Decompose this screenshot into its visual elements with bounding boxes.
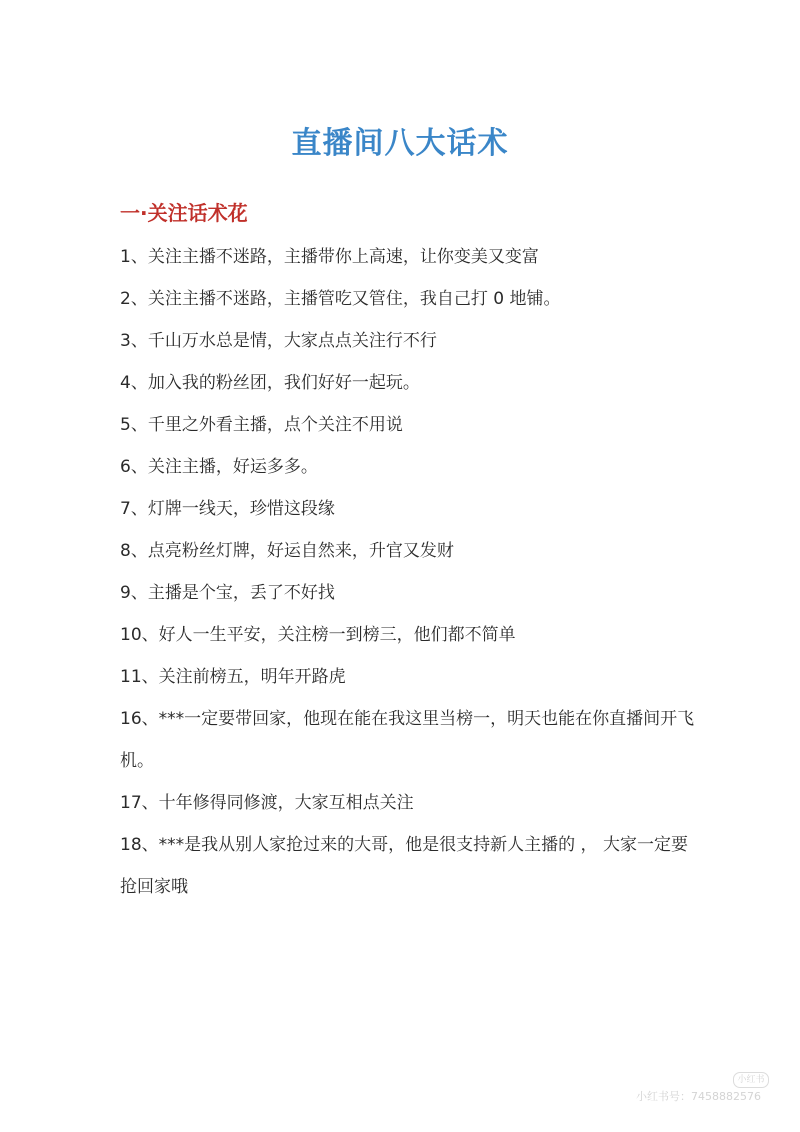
- list-item: 18、***是我从别人家抢过来的大哥，他是很支持新人主播的 ， 大家一定要抢回家哦: [120, 835, 688, 897]
- watermark-logo-icon: 小红书: [733, 1072, 769, 1088]
- list-item: 8、点亮粉丝灯牌，好运自然来，升官又发财: [120, 541, 454, 561]
- watermark-text: 小红书号：7458882576: [636, 1090, 761, 1103]
- list-item: 17、十年修得同修渡，大家互相点关注: [120, 793, 414, 813]
- list-item: 5、千里之外看主播，点个关注不用说: [120, 415, 403, 435]
- document-title: 直播间八大话术: [291, 126, 509, 161]
- phrase-list: [120, 236, 700, 908]
- list-item: 10、好人一生平安，关注榜一到榜三，他们都不简单: [120, 625, 516, 645]
- list-item: 6、关注主播，好运多多。: [120, 457, 318, 477]
- list-item: 1、关注主播不迷路，主播带你上高速，让你变美又变富: [120, 247, 539, 267]
- section-heading: 一·关注话术花: [120, 201, 248, 225]
- list-item: 4、加入我的粉丝团，我们好好一起玩。: [120, 373, 420, 393]
- list-item: 3、千山万水总是情，大家点点关注行不行: [120, 331, 437, 351]
- list-item: 9、主播是个宝，丢了不好找: [120, 583, 335, 603]
- list-item: 11、关注前榜五，明年开路虎: [120, 667, 346, 687]
- list-item: 16、***一定要带回家，他现在能在我这里当榜一，明天也能在你直播间开飞机。: [120, 709, 695, 771]
- list-item: 7、灯牌一线天，珍惜这段缘: [120, 499, 335, 519]
- list-item: 2、关注主播不迷路，主播管吃又管住，我自己打 0 地铺。: [120, 289, 561, 309]
